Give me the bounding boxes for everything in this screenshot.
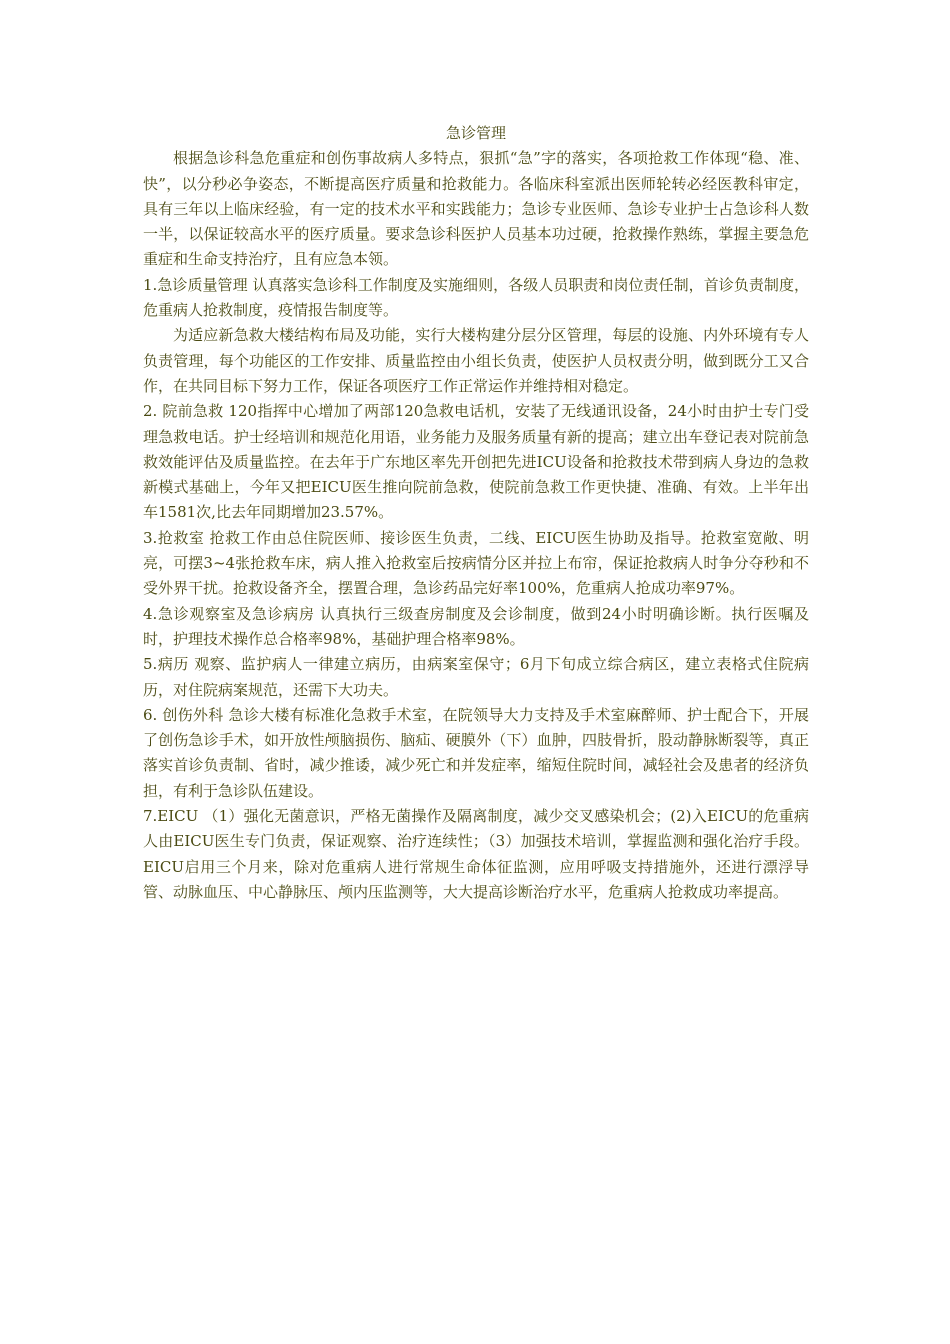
section-medical-records: 5.病历 观察、监护病人一律建立病历，由病案室保守；6月下旬成立综合病区，建立表格式住院病历，对住院病案规范，还需下大功夫。 — [143, 655, 809, 699]
document-title: 急诊管理 — [445, 124, 506, 142]
section-pre-hospital-emergency: 2. 院前急救 120指挥中心增加了两部120急救电话机，安装了无线通讯设备，24小时由护士专门受理急救电话。护士经培训和规范化用语，业务能力及服务质量有新的提高；建立出车登记表对院前急救效能评估及质量监控。在去年于广东地区率先开创把先进ICU设备和抢救技术带到病人身边的急救新模式基础上，今年又把EICU医生推向院前急救，使院前急救工作更快捷、准确、有效。上半年出车1581次,比去年同期增加23.57%。 — [143, 402, 809, 522]
section-quality-management: 1.急诊质量管理 认真落实急诊科工作制度及实施细则，各级人员职责和岗位责任制，首诊负责制度，危重病人抢救制度，疫情报告制度等。 — [143, 275, 809, 320]
section-eicu: 7.EICU （1）强化无菌意识，严格无菌操作及隔离制度，减少交叉感染机会；(2)入EICU的危重病人由EICU医生专门负责，保证观察、治疗连续性；（3）加强技术培训，掌握监测和强化治疗手段。EICU启用三个月来，除对危重病人进行常规生命体征监测，应用呼吸支持措施外，还进行漂浮导管、动脉血压、中心静脉压、颅内压监测等，大大提高诊断治疗水平，危重病人抢救成功率提高。 — [143, 807, 809, 901]
quality-management-detail: 为适应新急救大楼结构布局及功能，实行大楼构建分层分区管理，每层的设施、内外环境有专人负责管理，每个功能区的工作安排、质量监控由小组长负责，使医护人员权责分明，做到既分工又合作，在共同目标下努力工作，保证各项医疗工作正常运作并维持相对稳定。 — [143, 326, 809, 395]
section-resuscitation-room: 3.抢救室 抢救工作由总住院医师、接诊医生负责，二线、EICU医生协助及指导。抢救室宽敞、明亮，可摆3~4张抢救车床，病人推入抢救室后按病情分区并拉上布帘，保证抢救病人时争分夺秒和不受外界干扰。抢救设备齐全，摆置合理，急诊药品完好率100%，危重病人抢成功率97%。 — [143, 528, 809, 598]
document-body — [143, 121, 809, 905]
section-observation-ward: 4.急诊观察室及急诊病房 认真执行三级查房制度及会诊制度，做到24小时明确诊断。执行医嘱及时，护理技术操作总合格率98%，基础护理合格率98%。 — [143, 604, 809, 648]
intro-paragraph: 根据急诊科急危重症和创伤事故病人多特点，狠抓“急”字的落实，各项抢救工作体现“稳、准、快”，以分秒必争姿态，不断提高医疗质量和抢救能力。各临床科室派出医师轮转必经医教科审定，具有三年以上临床经验，有一定的技术水平和实践能力；急诊专业医师、急诊专业护士占急诊科人数一半，以保证较高水平的医疗质量。要求急诊科医护人员基本功过硬，抢救操作熟练，掌握主要急危重症和生命支持治疗，且有应急本领。 — [143, 149, 809, 269]
section-trauma-surgery: 6. 创伤外科 急诊大楼有标准化急救手术室，在院领导大力支持及手术室麻醉师、护士配合下，开展了创伤急诊手术，如开放性颅脑损伤、脑疝、硬膜外（下）血肿，四肢骨折，股动静脉断裂等，真正落实首诊负责制、省时，减少推诿，减少死亡和并发症率，缩短住院时间，减轻社会及患者的经济负担，有利于急诊队伍建设。 — [143, 705, 809, 800]
